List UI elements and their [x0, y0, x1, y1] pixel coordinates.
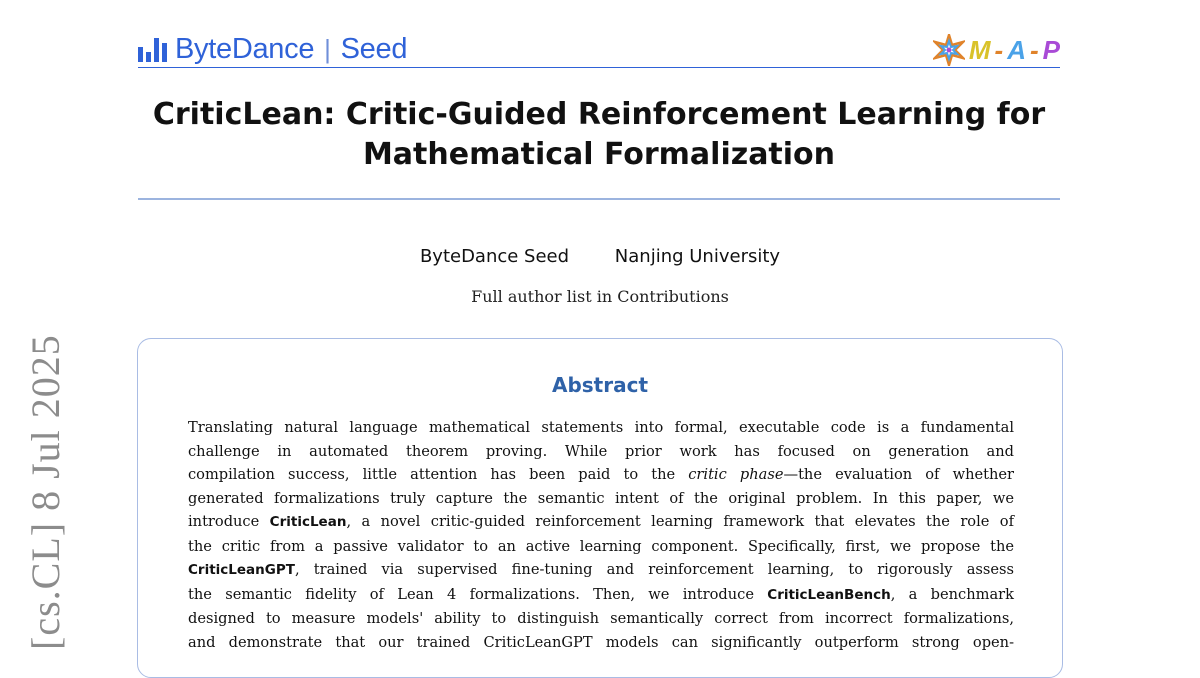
- abstract-text-run: challenge in automated theorem proving. While prior work has focused on generation and: [188, 442, 1014, 460]
- sub-brand-name: Seed: [340, 32, 408, 65]
- abstract-line: [188, 607, 1014, 631]
- abstract-text-run: compilation success, little attention has been paid to the: [188, 466, 689, 483]
- abstract-line: [188, 440, 1014, 464]
- abstract-text-run: , trained via supervised fine-tuning and reinforcement learning, to rigorously assess: [294, 561, 1014, 578]
- author-note: Full author list in Contributions: [471, 287, 729, 306]
- abstract-text-run: —the evaluation of whether: [783, 466, 1014, 483]
- abstract-body: [188, 416, 1014, 654]
- abstract-text-run: , a benchmark: [890, 585, 1014, 603]
- map-letter-m: M: [968, 34, 991, 65]
- abstract-line: [188, 631, 1014, 655]
- abstract-line: [188, 416, 1014, 440]
- abstract-line: [188, 463, 1014, 487]
- abstract-text-run: introduce: [188, 513, 270, 530]
- abstract-text-run: the semantic fidelity of Lean 4 formalizations. Then, we introduce: [188, 585, 768, 603]
- star-burst-icon: [933, 34, 965, 66]
- brand-separator: |: [324, 33, 331, 64]
- brand-name: ByteDance: [175, 32, 315, 65]
- abstract-heading: Abstract: [551, 373, 649, 397]
- paper-title: [138, 95, 1060, 175]
- map-logo: [933, 33, 1060, 67]
- bytedance-bars-icon: [138, 36, 167, 62]
- affiliation: Nanjing University: [614, 246, 781, 267]
- abstract-line: [188, 558, 1014, 583]
- abstract-line: [188, 535, 1014, 559]
- map-dash: -: [994, 34, 1004, 65]
- arxiv-stamp: [cs.CL] 8 Jul 2025: [23, 334, 68, 650]
- abstract-text-run: generated formalizations truly capture the semantic intent of the original problem. In this paper, we: [188, 489, 1014, 507]
- title-rule: [138, 198, 1060, 200]
- title-line: CriticLean: Critic-Guided Reinforcement Learning for: [152, 97, 1046, 132]
- map-dash: -: [1029, 34, 1039, 65]
- abstract-term: CriticLeanGPT: [188, 562, 295, 578]
- abstract-text-run: , a novel critic-guided reinforcement learning framework that elevates the role of: [346, 513, 1014, 530]
- abstract-line: [188, 510, 1014, 535]
- affiliations: [0, 246, 1200, 267]
- abstract-term: CriticLeanBench: [767, 586, 891, 603]
- abstract-line: [188, 583, 1014, 608]
- abstract-term: CriticLean: [269, 514, 347, 530]
- abstract-text-run: the critic from a passive validator to an active learning component. Specifically, first, we propose the: [188, 537, 1014, 555]
- abstract-text-run: designed to measure models' ability to distinguish semantically correct from incorrect formalizations,: [188, 610, 1014, 627]
- title-line: Mathematical Formalization: [362, 137, 836, 172]
- affiliation: ByteDance Seed: [419, 246, 570, 267]
- abstract-line: [188, 487, 1014, 511]
- map-letter-p: P: [1042, 34, 1060, 65]
- abstract-text-run: Translating natural language mathematical statements into formal, executable code is a fundamental: [188, 419, 1014, 436]
- abstract-emphasis: critic phase: [688, 466, 784, 483]
- map-letter-a: A: [1007, 34, 1026, 65]
- bytedance-seed-logo: [138, 33, 407, 65]
- abstract-text-run: and demonstrate that our trained CriticLeanGPT models can significantly outperform strong open-: [188, 633, 1014, 651]
- header-rule: [138, 67, 1060, 68]
